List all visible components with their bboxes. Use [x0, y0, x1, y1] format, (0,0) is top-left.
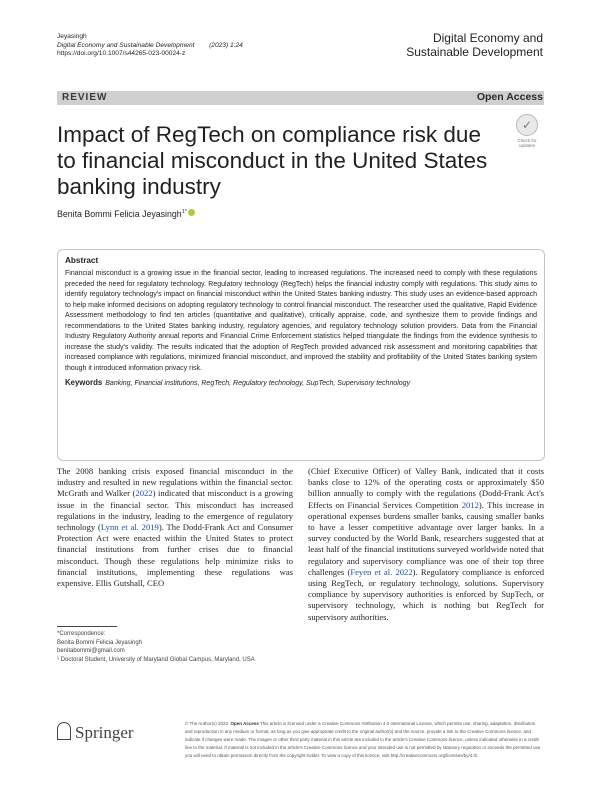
brand-line-1: Digital Economy and — [432, 31, 543, 45]
license-oa: Open Access — [230, 721, 259, 726]
correspondence-name: Benita Bommi Felicia Jeyasingh — [57, 639, 143, 646]
abstract-heading: Abstract — [65, 256, 99, 265]
article-type-label: REVIEW — [62, 92, 108, 103]
brand-line-2: Sustainable Development — [406, 45, 543, 59]
article-title: Impact of RegTech on compliance risk due to financial misconduct in the United States banking industry — [57, 122, 488, 199]
bookmark-icon: ✓ — [516, 114, 538, 136]
body-text: ). This increase in operational expenses burdens smaller banks, causing smaller banks to have a lesser competitive advantage over larger banks. In a survey conducted by the World Bank, researchers suggested that at least half of the financial institutions surveyed worldwide noted that regulatory and supervisory compliance was one of their top three challenges ( — [308, 499, 544, 577]
check-for-updates-button[interactable] — [511, 114, 543, 148]
citation-link[interactable]: 2012 — [461, 499, 479, 510]
author-short: Jeyasingh — [57, 33, 87, 40]
body-column-left — [57, 466, 293, 589]
check-updates-label: Check for updates — [517, 138, 537, 148]
keywords-label: Keywords — [65, 378, 103, 387]
abstract-text: Financial misconduct is a growing issue in the financial sector, leading to increased regulations. The increased need to comply with these regulations preceded the need for regulatory technology. Regulatory technology (RegTech) helps the financial industry comply with regulations. This study aims to identify regulatory technology's impact on financial misconduct within the United States banking industry. This study uses an evidence-based approach to help make informed decisions on adopting regulatory technology to control financial misconduct. The researcher used the qualitative, Rapid Evidence Assessment methodology to find ten articles (quantitative and qualitative), critically appraise, code, and synthesize them to provide findings and recommendations to the United States banking industry, regulatory agencies, and regulatory technology solution providers. Data from the Financial Industry Regulatory Authority annual reports and Financial Crime Enforcement statistics helped triangulate the findings from the evidence synthesis to increase the study's validity. The results indicated that the adoption of RegTech provided advanced risk assessment and monitoring capabilities that increased compliance with regulations, minimized financial misconduct, and improved the stability and profitability of the United States banking system though it introduced information privacy risk. — [65, 270, 537, 372]
keywords-list: Banking, Financial institutions, RegTech, Regulatory technology, SupTech, Supervisory technology — [105, 380, 411, 387]
body-column-right — [308, 466, 544, 623]
affiliation: ¹ Doctoral Student, University of Maryland Global Campus, Maryland, USA — [57, 657, 255, 664]
abstract-box — [57, 249, 545, 461]
volume-info: (2023) 1:24 — [209, 41, 243, 49]
author-name: Benita Bommi Felicia Jeyasingh — [57, 209, 182, 219]
correspondence-email[interactable]: benitabommi@gmail.com — [57, 648, 125, 655]
license-notice — [185, 720, 543, 760]
author-line — [57, 209, 195, 219]
header-meta — [57, 33, 243, 59]
footnote-divider — [57, 626, 117, 627]
springer-horse-icon — [57, 722, 71, 740]
body-text: ) indicated that misconduct is a growing issue in the financial sector. This misconduct has increased regulations in the industry, leading to the emergence of regulatory technology ( — [57, 488, 293, 533]
doi-link[interactable]: https://doi.org/10.1007/s44265-023-00024-z — [57, 50, 186, 58]
copyright: © The Author(s) 2023. — [185, 721, 231, 726]
publisher-name: Springer — [75, 723, 134, 742]
publisher-logo — [57, 722, 134, 743]
author-marks: 1* — [181, 209, 187, 216]
orcid-icon[interactable] — [188, 209, 195, 216]
citation-link[interactable]: Lynn et al. 2019 — [100, 522, 159, 533]
correspondence-label: *Correspondence: — [57, 631, 106, 637]
keywords — [65, 378, 537, 389]
body-text: The 2008 banking crisis exposed financial misconduct in the industry and resulted in new regulations within the financial sector. McGrath and Walker ( — [57, 466, 293, 499]
body-text: ). Regulatory compliance is enforced using RegTech, or regulatory technology, solutions. Supervisory compliance by supervisory authorities is enforced by SupTech, or supervisory technology, which is nothing but RegTech for supervisory authorities. — [308, 566, 545, 622]
journal-name: Digital Economy and Sustainable Development — [57, 41, 195, 49]
body-text: (Chief Executive Officer) of Valley Bank, indicated that it costs banks close to 12% of the operating costs or approximately $50 billion annually to comply with the regulations (Dodd-Frank Act's Effects on Financial Services Competition — [308, 466, 544, 510]
citation-link[interactable]: 2022 — [135, 488, 153, 499]
open-access-badge: Open Access — [476, 91, 543, 103]
footnotes — [57, 630, 255, 665]
license-text: This article is licensed under a Creative Commons Attribution 4.0 International License, which permits use, sharing, adaptation, distribution and reproduction in any medium or format, as long as you give appropriate credit to the original author(s) and the source, provide a link to the Creative Commons licence, and indicate if changes were made. The images or other third party material in this article are included in the article's Creative Commons licence, unless indicated otherwise in a credit line to the material. If material is not included in the article's Creative Commons licence and your intended use is not permitted by statutory regulation or exceeds the permitted use, you will need to obtain permission directly from the copyright holder. To view a copy of this licence, visit http://creativecommons.org/licenses/by/4.0/. — [185, 721, 542, 758]
journal-brand — [406, 31, 543, 59]
citation-link[interactable]: Feyen et al. 2022 — [350, 566, 413, 577]
body-text: ). The Dodd-Frank Act and Consumer Protection Act were enacted within the United States to protect financial institutions from further crises due to financial misconduct. Though these regulations help minimize risks to financial institutions, implementing these regulations was expensive. Ellis Gutshall, CEO — [57, 522, 293, 589]
